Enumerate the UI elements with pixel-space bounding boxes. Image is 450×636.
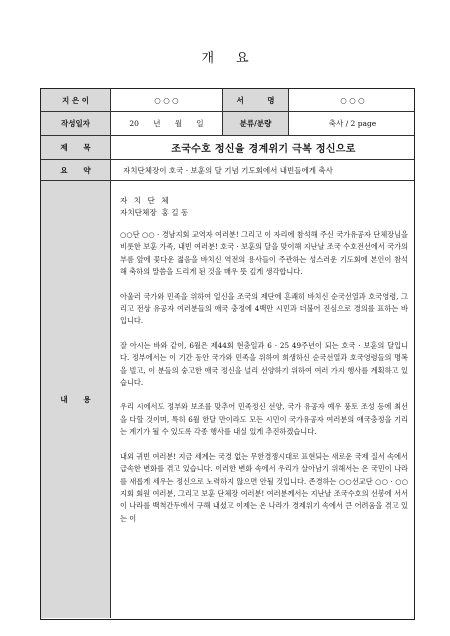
summary-value: 자치단체장이 호국 · 보훈의 달 기념 기도회에서 내빈들에게 축사 [110, 160, 416, 180]
form-row-subject [41, 136, 414, 160]
signature-value: ○ ○ ○ [288, 89, 416, 111]
category-label: 분류/분량 [222, 112, 288, 135]
speech-paragraph: 아울러 국가와 민족을 위하여 일신을 조국의 제단에 흔쾌히 바치신 순국선열과 호국영령, 그리고 전상 유공자 여러분들의 애국 충정에 4백만 시민과 더불어 진심으로 경의를 표하는 바입니다. [120, 291, 408, 326]
sender-org: 자 치 단 체 [120, 196, 171, 205]
speech-paragraph: ○○단 ○○ · 경남지회 교역자 여러분! 그리고 이 자리에 참석해 주신 국가유공자 단체장님을 비롯한 보훈 가족, 내빈 여러분! 호국 · 보훈의 달을 맞이해 지난날 조국 수호전선에서 국가의 부름 앞에 꽃다운 젊음을 바치신 역전의 용사들이 주관하는 성스러운 기도회에 본인이 참석해 축하의 말씀을 드리게 된 것을 매우 뜻 깊게 생각합니다. [120, 230, 408, 277]
content-label: 내 용 [41, 181, 110, 618]
content-body [110, 181, 416, 618]
summary-label: 요 약 [41, 160, 110, 180]
date-value: 20 년 월 일 [110, 112, 222, 135]
speech-paragraph: 내외 귀빈 여러분! 지금 세계는 국경 없는 무한경쟁시대로 표현되는 새로운 국제 질서 속에서 급속한 변화를 겪고 있습니다. 이러한 변화 속에서 우리가 살아남기 위해서는 온 국민이 나라를 새롭게 세우는 정신으로 노력하지 않으면 안될 것입니다. 존경하는 ○○선교단 ○○ · ○○지회 회원 여러분, 그리고 보훈 단체장 여러분! 여러분께서는 지난날 조국수호의 선봉에 서서 이 나라를 백척간두에서 구해 내셨고 이제는 온 나라가 경제위기 속에서 큰 어려움을 겪고 있는 이 [120, 451, 408, 523]
form-row-date [41, 112, 414, 136]
page-title [0, 47, 450, 66]
speech-sender [120, 195, 408, 219]
speech-paragraph: 우리 시에서도 정부와 보조를 맞추어 민족정신 선양, 국가 유공자 예우 풍토 조성 등에 최선을 다할 것이며, 특히 6월 한달 만이라도 모든 시민이 국가유공자 여러분의 애국충정을 기리는 계기가 될 수 있도록 각종 행사를 내실 있게 추진하겠습니다. [120, 402, 408, 437]
form-row-author [41, 89, 414, 112]
date-label: 작성일자 [41, 112, 110, 135]
subject-label: 제 목 [41, 136, 110, 159]
page-title-part2: 요 [236, 51, 249, 66]
speech-paragraph: 잘 아시는 바와 같이, 6월은 제44회 현충일과 6 · 25 49주년이 되는 호국 · 보훈의 달입니다. 정부에서는 이 기간 동안 국가와 민족을 위하여 희생하신 순국선열과 호국영령들의 명복을 빌고, 이 분들의 숭고한 애국 정신을 널리 선양하기 위하여 여러 가지 행사를 계획하고 있습니다. [120, 340, 408, 388]
sender-name: 자치단체장 홍 길 동 [120, 208, 189, 217]
summary-form [40, 88, 415, 620]
author-value: ○ ○ ○ [110, 89, 222, 111]
author-label: 지 은 이 [41, 89, 110, 111]
category-value: 축사 / 2 page [288, 112, 416, 135]
page-title-part1: 개 [201, 51, 214, 66]
subject-value: 조국수호 정신을 경계위기 극복 정신으로 [110, 136, 416, 159]
signature-label: 서 명 [222, 89, 288, 111]
form-row-content [41, 181, 414, 618]
form-row-summary [41, 160, 414, 181]
